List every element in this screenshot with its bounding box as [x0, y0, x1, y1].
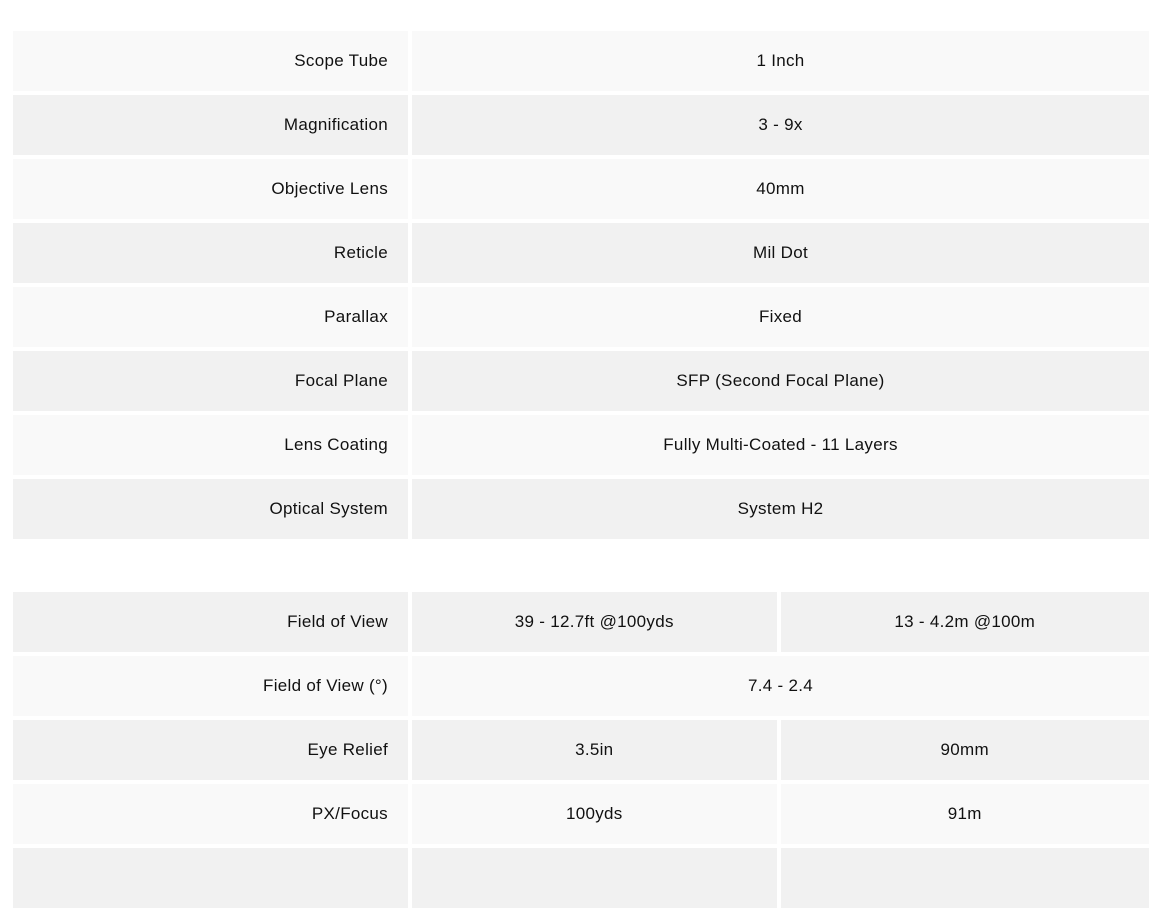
spec-value: System H2 — [412, 479, 1149, 539]
spec-value-imperial: 3.5in — [412, 720, 781, 780]
table-row — [13, 95, 1149, 155]
spec-label: Scope Tube — [13, 31, 412, 91]
specs-table-main — [13, 27, 1149, 543]
table-row — [13, 287, 1149, 347]
table-row — [13, 592, 1149, 652]
spec-label: Magnification — [13, 95, 412, 155]
spec-value: Mil Dot — [412, 223, 1149, 283]
table-row — [13, 479, 1149, 539]
spec-value: 7.4 - 2.4 — [412, 656, 1149, 716]
table-row — [13, 351, 1149, 411]
spec-label: Optical System — [13, 479, 412, 539]
spec-value: Fully Multi-Coated - 11 Layers — [412, 415, 1149, 475]
spec-value-metric: 90mm — [781, 720, 1150, 780]
table-row — [13, 656, 1149, 716]
spec-value: 1 Inch — [412, 31, 1149, 91]
table-row — [13, 31, 1149, 91]
spec-label: Lens Coating — [13, 415, 412, 475]
table-row — [13, 223, 1149, 283]
spec-label: Eye Relief — [13, 720, 412, 780]
table-row — [13, 720, 1149, 780]
spec-label: Reticle — [13, 223, 412, 283]
spec-value-metric: 91m — [781, 784, 1150, 844]
spec-value: SFP (Second Focal Plane) — [412, 351, 1149, 411]
spec-value: 3 - 9x — [412, 95, 1149, 155]
spec-label: Parallax — [13, 287, 412, 347]
spec-value-metric: 13 - 4.2m @100m — [781, 592, 1150, 652]
spec-label: Field of View (°) — [13, 656, 412, 716]
table-row-partial — [13, 848, 1149, 908]
table-row — [13, 159, 1149, 219]
spec-label: Field of View — [13, 592, 412, 652]
spec-value-imperial: 100yds — [412, 784, 781, 844]
spec-label: Objective Lens — [13, 159, 412, 219]
spec-value: Fixed — [412, 287, 1149, 347]
table-row — [13, 784, 1149, 844]
spec-label: Focal Plane — [13, 351, 412, 411]
spec-value: 40mm — [412, 159, 1149, 219]
table-row — [13, 415, 1149, 475]
spec-value-imperial: 39 - 12.7ft @100yds — [412, 592, 781, 652]
spec-label: PX/Focus — [13, 784, 412, 844]
specs-table-optics — [13, 588, 1149, 912]
